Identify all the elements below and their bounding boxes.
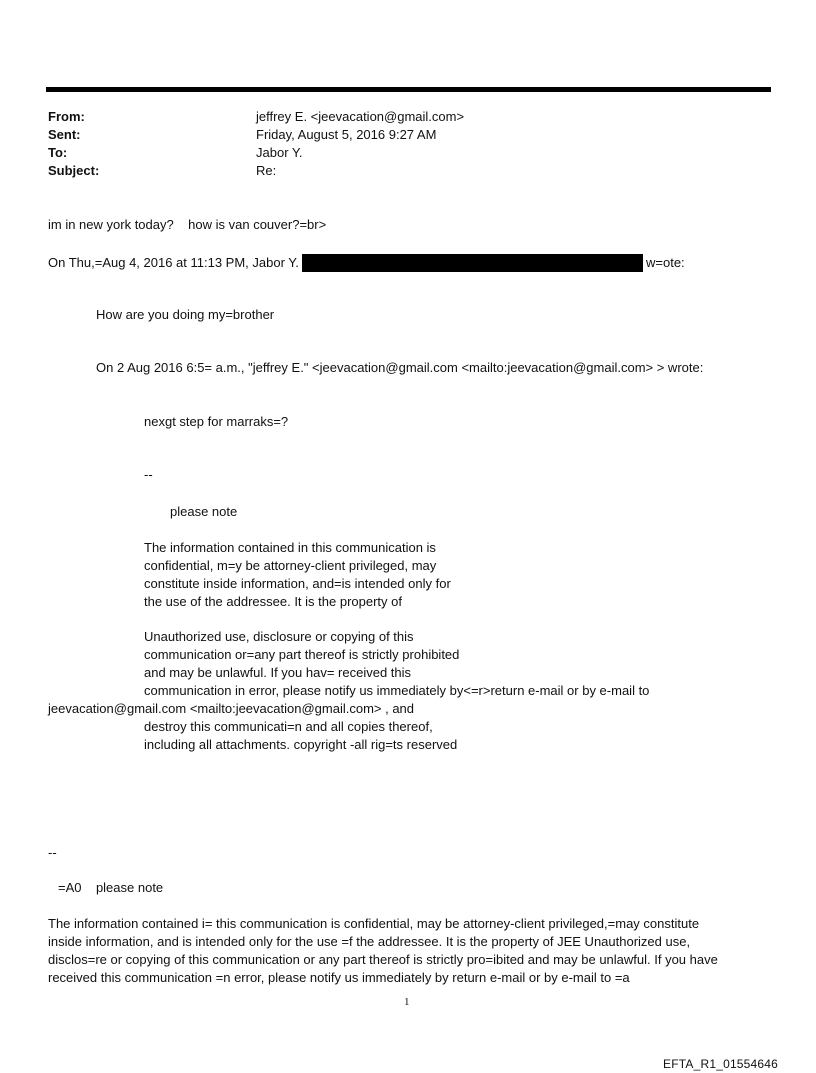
sent-value: Friday, August 5, 2016 9:27 AM xyxy=(256,127,437,142)
bates-number: EFTA_R1_01554646 xyxy=(663,1057,779,1071)
unauthorized-line: communication or=any part thereof is strictly prohibited xyxy=(144,647,460,662)
from-value: jeffrey E. <jeevacation@gmail.com> xyxy=(256,109,465,124)
disclaimer-line: constitute inside information, and=is intended only for xyxy=(144,576,451,591)
to-label: To: xyxy=(48,145,68,160)
unauthorized-line: Unauthorized use, disclosure or copying of this xyxy=(144,629,414,644)
quote-intro: On Thu,=Aug 4, 2016 at 11:13 PM, Jabor Y. xyxy=(48,255,299,270)
please-note: please note xyxy=(170,504,238,519)
from-label: From: xyxy=(48,109,85,124)
final-disclaimer-line: The information contained i= this communication is confidential, may be attorney-client privileged,=may constitute xyxy=(48,916,700,931)
a0-please-note: =A0 please note xyxy=(58,880,164,895)
final-disclaimer-line: inside information, and is intended only for the use =f the addressee. It is the property of JEE Unauthorized use, xyxy=(48,934,691,949)
disclaimer-line: the use of the addressee. It is the property of xyxy=(144,594,402,609)
destroy-line: destroy this communicati=n and all copies thereof, xyxy=(144,719,433,734)
destroy-line: including all attachments. copyright -all rig=ts reserved xyxy=(144,737,458,752)
how-are-you-line: How are you doing my=brother xyxy=(96,307,275,322)
final-disclaimer-line: disclos=re or copying of this communication or any part thereof is strictly pro=ibited and may be unlawful. If you have xyxy=(48,952,718,967)
signature-dash: -- xyxy=(144,467,153,482)
disclaimer-line: confidential, m=y be attorney-client privileged, may xyxy=(144,558,437,573)
unauthorized-line: and may be unlawful. If you hav= received this xyxy=(144,665,412,680)
subject-value: Re: xyxy=(256,163,277,178)
redaction-bar xyxy=(302,254,643,272)
page-number: 1 xyxy=(404,996,410,1008)
unauthorized-line: communication in error, please notify us immediately by<=r>return e-mail or by e-mail to xyxy=(144,683,650,698)
header-rule xyxy=(46,87,771,92)
disclaimer-line: The information contained in this communication is xyxy=(144,540,436,555)
email-address-line: jeevacation@gmail.com <mailto:jeevacation@gmail.com> , and xyxy=(48,701,415,716)
quote2-intro: On 2 Aug 2016 6:5= a.m., "jeffrey E." <jeevacation@gmail.com <mailto:jeevacation@gmail.com> > wrote: xyxy=(96,360,704,375)
final-disclaimer-line: received this communication =n error, please notify us immediately by return e-mail or by e-mail to =a xyxy=(48,970,630,985)
signature-dash-2: -- xyxy=(48,845,57,860)
body-line-1: im in new york today? how is van couver?=br> xyxy=(48,217,327,232)
next-step-line: nexgt step for marraks=? xyxy=(144,414,289,429)
quote-intro-tail: w=ote: xyxy=(646,255,685,270)
subject-label: Subject: xyxy=(48,163,100,178)
sent-label: Sent: xyxy=(48,127,81,142)
to-value: Jabor Y. xyxy=(256,145,303,160)
